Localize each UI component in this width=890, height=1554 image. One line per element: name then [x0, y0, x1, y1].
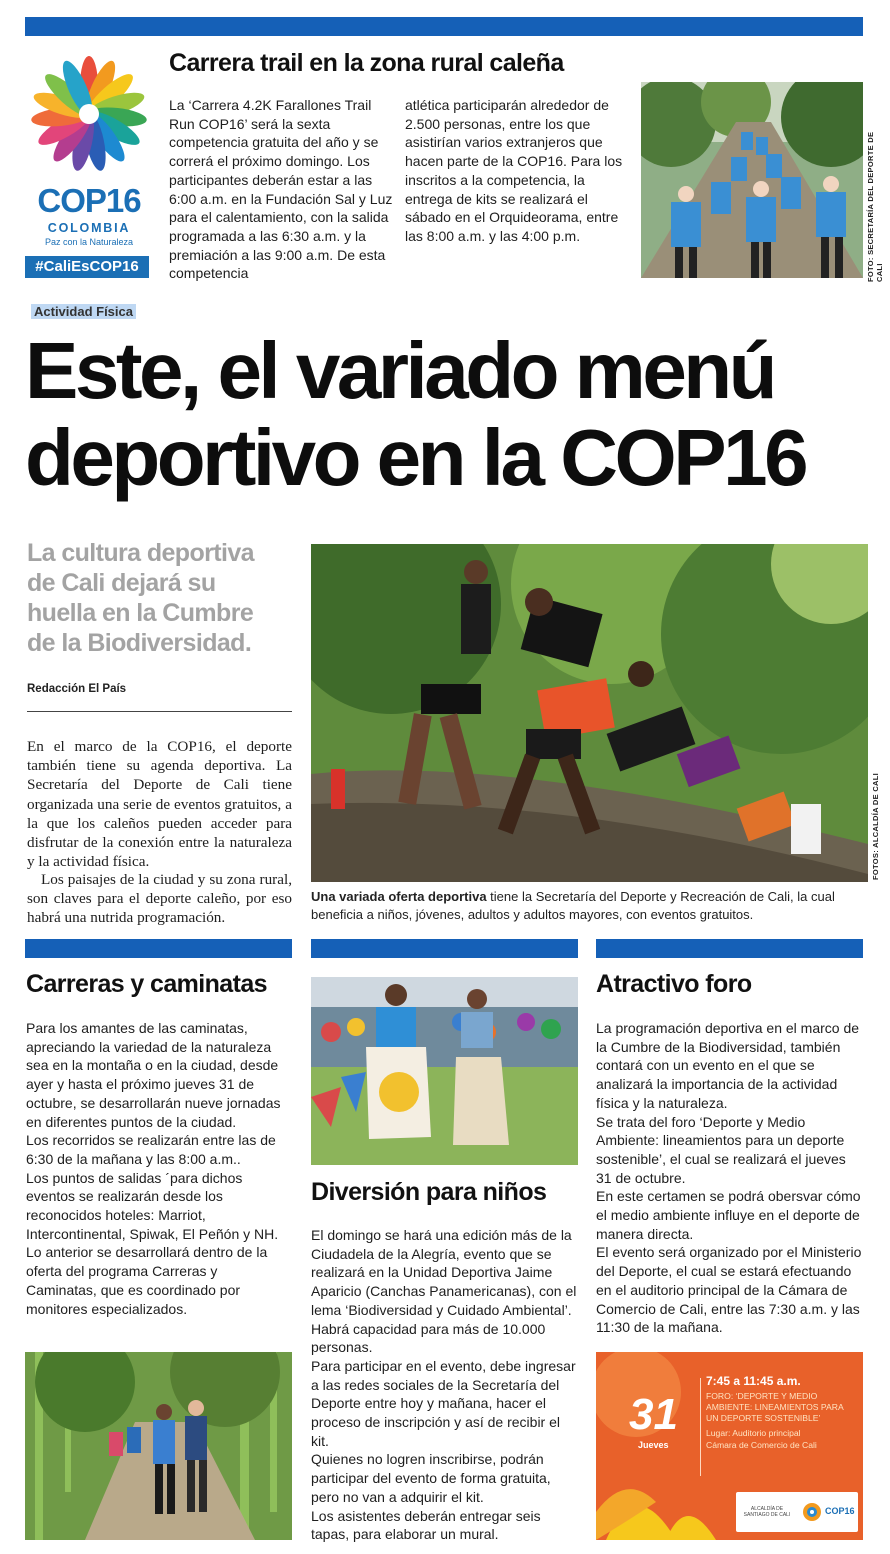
main-photo-caption [311, 888, 868, 924]
main-photo [311, 544, 868, 882]
intro-paragraph-2: Los paisajes de la ciudad y su zona rural, son claves para el deporte caleño, por eso habrá una nutrida programación. [27, 871, 292, 927]
trail-run-photo [641, 82, 863, 278]
event-weekday: Jueves [638, 1440, 669, 1450]
byline-rule [27, 711, 292, 712]
event-time: 7:45 a 11:45 a.m. [706, 1374, 801, 1388]
cop16-logo [25, 52, 153, 278]
byline: Redacción El País [27, 683, 127, 695]
bar-ninos [311, 939, 578, 958]
foro-body: La programación deportiva en el marco de la Cumbre de la Biodiversidad, también contará con un evento en el que se analizará la importancia de la actividad física y la naturaleza. Se trata del foro ‘Deporte y Medio Ambiente: lineamientos para un deporte sostenible’, el cual se realizará el jueves 31 de octubre. En este certamen se podrá obersvar cómo el medio ambiente influye en el deporte de manera directa. El evento será organizado por el Ministerio del Deporte, el cual se estará efectuando en el auditorio principal de la Cámara de Comercio de Cali, entre las 7:30 a.m. y las 11:30 de la mañana. [596, 1020, 862, 1336]
logo-country: COLOMBIA [47, 221, 131, 235]
logo-hashtag: #CaliEsCOP16 [25, 256, 149, 278]
headline-line2: deportivo en la COP16 [25, 413, 806, 502]
top-story-title: Carrera trail en la zona rural caleña [169, 49, 564, 77]
event-divider [700, 1378, 701, 1476]
caption-text: tiene la Secretaría del Deporte y Recreación de Cali, la cual beneficia a niños, jóvenes, adultos y adultos mayores, con eventos gratuitos. [311, 889, 835, 922]
top-photo-credit: FOTO: SECRETARÍA DEL DEPORTE DE CALI [866, 131, 884, 282]
walkers-photo [25, 1352, 292, 1540]
event-footer [736, 1492, 858, 1532]
logo-tagline: Paz con la Naturaleza [44, 237, 134, 247]
intro-paragraph-1: En el marco de la COP16, el deporte también tiene su agenda deportiva. La Secretaría del Deporte de Cali tiene organizada una serie de eventos gratuitos, a la que los caleños pueden acceder para disfrutar de la conexión entre la naturaleza y la actividad física. [27, 738, 292, 871]
cop16-mini-flower-icon [802, 1502, 822, 1522]
bar-foro [596, 939, 863, 958]
event-place-label: Lugar: Auditorio principal [706, 1428, 801, 1438]
event-card [596, 1352, 863, 1540]
logo-cop16: COP16 [37, 182, 141, 219]
ninos-title: Diversión para niños [311, 1178, 547, 1206]
flower-logo-icon [25, 52, 153, 180]
event-name: FORO: ‘DEPORTE Y MEDIO AMBIENTE: LINEAMIENTOS PARA UN DEPORTE SOSTENIBLE’ [706, 1391, 844, 1423]
top-blue-bar [25, 17, 863, 36]
bar-carreras [25, 939, 292, 958]
ninos-body: El domingo se hará una edición más de la Ciudadela de la Alegría, evento que se realizará en la Unidad Deportiva Jaime Aparicio (Canchas Panamericanas), con el lema ‘Biodiversidad y Cuidado Ambiental’. Habrá capacidad para más de 10.000 personas. Para participar en el evento, debe ingresar a las redes sociales de la Secretaría del Deporte entre hoy y mañana, hacer el proceso de inscripción y así de recibir el kit. Quienes no logren inscribirse, podrán participar del evento de forma gratuita, pero no van a adquirir el kit. Los asistentes deberán entregar seis tapas, para elaborar un mural. [311, 1227, 577, 1543]
kids-sack-race-photo [311, 977, 578, 1165]
top-story-col2: atlética participarán alrededor de 2.500 personas, entre los que asistirían varios extranjeros que hacen parte de la COP16. Para los inscritos a la competencia, la entrega de kits se realizará el sábado en el Orquideorama, entre las 8:00 a.m. y las 4:00 p.m. [405, 97, 623, 244]
cop16-mini-logo: COP16 [825, 1506, 855, 1516]
event-day: 31 [629, 1390, 678, 1439]
headline-line1: Este, el variado menú [25, 326, 775, 415]
main-photo-credit: FOTOS: ALCALDÍA DE CALI [871, 772, 880, 880]
section-tag: Actividad Física [31, 304, 136, 319]
subhead: La cultura deportiva de Cali dejará su huella en la Cumbre de la Biodiversidad. [27, 539, 254, 657]
foro-title: Atractivo foro [596, 970, 752, 998]
caption-bold: Una variada oferta deportiva [311, 889, 487, 904]
carreras-title: Carreras y caminatas [26, 970, 267, 998]
event-place: Cámara de Comercio de Cali [706, 1440, 817, 1450]
carreras-body: Para los amantes de las caminatas, apreciando la variedad de la naturaleza sea en la montaña o en la ciudad, desde ayer y hasta el próximo jueves 31 de octubre, se desarrollarán nueve jornadas en diferentes puntos de la ciudad. Los recorridos se realizarán entre las de 6:30 de la mañana y las 8:00 a.m.. Los puntos de salidas ´para dichos eventos se realizarán desde los reconocidos hoteles: Marriot, Intercontinental, Spiwak, El Peñón y NH. Lo anterior se desarrollará dentro de la oferta del programa Carreras y Caminatas, que es coordinado por monitores especializados. [26, 1020, 281, 1317]
top-story-col1: La ‘Carrera 4.2K Farallones Trail Run COP16’ será la sexta competencia gratuita del año y se correrá el próximo domingo. Los participantes deberán estar a las 6:00 a.m. en la Fundación Sal y Luz para el calentamiento, con la salida programada a las 6:30 a.m. y la premiación a las 9:00 a.m. De esta competencia [169, 97, 393, 282]
alcaldia-logo: ALCALDÍA DE SANTIAGO DE CALI [743, 1506, 791, 1518]
